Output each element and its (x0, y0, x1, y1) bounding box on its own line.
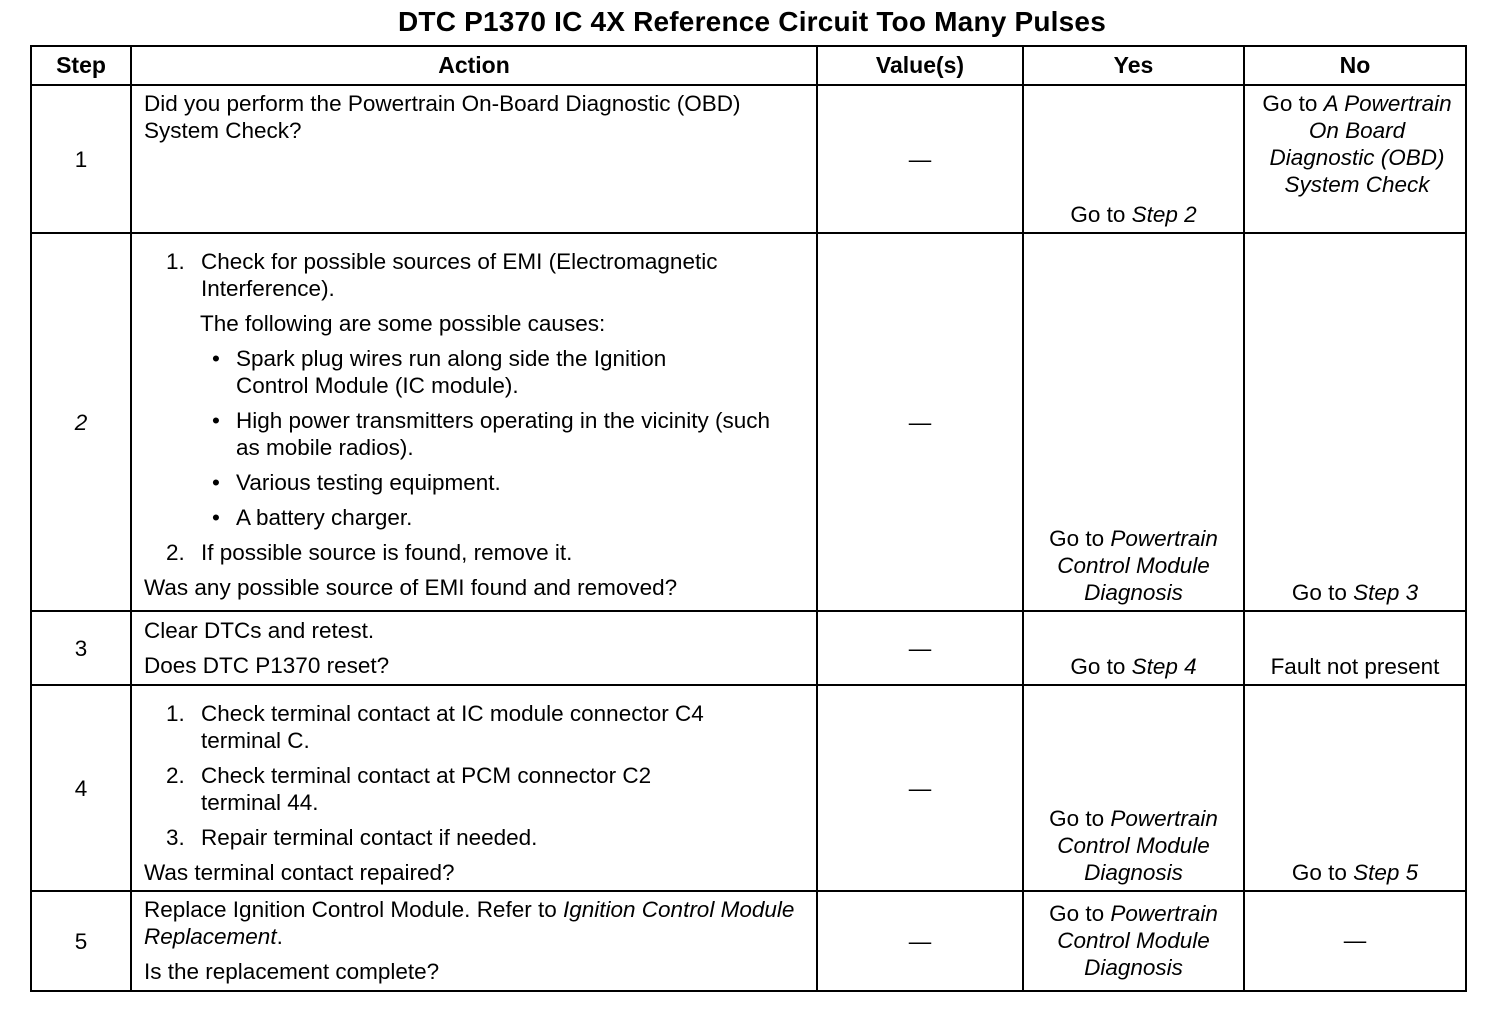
yes-prefix: Go to (1049, 526, 1111, 551)
diagnostic-table (30, 45, 1467, 992)
causes-intro: The following are some possible causes: (200, 311, 606, 336)
numbered-step (144, 762, 806, 816)
numbered-step (144, 824, 806, 851)
bullet-item (144, 504, 806, 531)
value-cell: — (817, 891, 1023, 991)
no-cell (1244, 685, 1466, 891)
numbered-step (144, 539, 806, 566)
step-text: Check terminal contact at IC module connector C4 terminal C. (201, 701, 704, 753)
yes-link[interactable]: Powertrain Control Module Diagnosis (1057, 526, 1218, 605)
header-yes: Yes (1023, 46, 1244, 85)
no-cell: Fault not present (1244, 611, 1466, 685)
yes-link[interactable]: Step 4 (1131, 654, 1197, 679)
step-number: 1 (31, 85, 131, 233)
step-number: 4 (31, 685, 131, 891)
yes-prefix: Go to (1049, 900, 1111, 926)
no-prefix: Go to (1291, 860, 1354, 885)
bullet-text: Spark plug wires run along side the Ignition Control Module (IC module). (236, 346, 667, 398)
yes-link[interactable]: Powertrain Control Module Diagnosis (1057, 900, 1218, 980)
step-text: Repair terminal contact if needed. (201, 825, 538, 850)
value-cell: — (817, 85, 1023, 233)
no-prefix: Go to (1291, 580, 1354, 605)
question-text: Was any possible source of EMI found and removed? (144, 575, 678, 600)
header-row (31, 46, 1466, 85)
table-row (31, 611, 1466, 685)
value-cell: — (817, 611, 1023, 685)
table-row (31, 233, 1466, 611)
table-row (31, 891, 1466, 991)
bullet-item (144, 469, 806, 496)
yes-cell (1023, 233, 1244, 611)
step-index: 1. (166, 249, 185, 274)
bullet-icon: • (212, 408, 220, 433)
yes-link[interactable]: Step 2 (1131, 202, 1197, 227)
action-suffix: . (276, 924, 283, 949)
action-cell (131, 611, 817, 685)
question-text: Is the replacement complete? (144, 959, 440, 984)
step-index: 2. (166, 540, 185, 565)
step-number: 3 (31, 611, 131, 685)
question-text: Was terminal contact repaired? (144, 860, 455, 885)
table-row (31, 85, 1466, 233)
bullet-icon: • (212, 346, 220, 371)
step-index: 3. (166, 825, 185, 850)
action-cell (131, 85, 817, 233)
step-number: 2 (31, 233, 131, 611)
action-prefix: Replace Ignition Control Module. Refer to (144, 897, 563, 922)
yes-prefix: Go to (1070, 654, 1132, 679)
action-text (144, 896, 804, 950)
no-cell: — (1244, 891, 1466, 991)
action-text: Clear DTCs and retest. (144, 618, 375, 643)
no-link[interactable]: Step 5 (1353, 860, 1419, 885)
action-cell (131, 233, 817, 611)
header-step: Step (31, 46, 131, 85)
no-link[interactable]: A Powertrain On Board Diagnostic (OBD) System Check (1269, 91, 1452, 197)
yes-cell (1023, 611, 1244, 685)
step-index: 2. (166, 763, 185, 788)
step-number: 5 (31, 891, 131, 991)
yes-prefix: Go to (1070, 202, 1132, 227)
action-link[interactable]: Ignition Control Module Replacement (144, 897, 795, 949)
yes-cell (1023, 685, 1244, 891)
step-text: Check for possible sources of EMI (Electromagnetic Interference). (201, 249, 718, 301)
yes-link[interactable]: Powertrain Control Module Diagnosis (1057, 806, 1218, 885)
bullet-item (144, 345, 806, 399)
numbered-step (144, 700, 806, 754)
no-cell (1244, 85, 1466, 233)
step-text: If possible source is found, remove it. (201, 540, 573, 565)
header-values: Value(s) (817, 46, 1023, 85)
bullet-text: High power transmitters operating in the vicinity (such as mobile radios). (236, 408, 770, 460)
action-cell (131, 891, 817, 991)
bullet-item (144, 407, 806, 461)
no-prefix: Go to (1262, 91, 1324, 116)
action-text: Did you perform the Powertrain On-Board Diagnostic (OBD) System Check? (144, 91, 741, 143)
no-cell (1244, 233, 1466, 611)
page-title: DTC P1370 IC 4X Reference Circuit Too Many Pulses (398, 6, 1106, 37)
table-row (31, 685, 1466, 891)
yes-prefix: Go to (1049, 806, 1111, 831)
yes-cell (1023, 891, 1244, 991)
header-no: No (1244, 46, 1466, 85)
header-action: Action (131, 46, 817, 85)
bullet-icon: • (212, 470, 220, 495)
bullet-text: Various testing equipment. (236, 470, 501, 495)
value-cell: — (817, 685, 1023, 891)
bullet-icon: • (212, 505, 220, 530)
yes-cell (1023, 85, 1244, 233)
value-cell: — (817, 233, 1023, 611)
bullet-text: A battery charger. (236, 505, 413, 530)
no-link[interactable]: Step 3 (1353, 580, 1419, 605)
step-text: Check terminal contact at PCM connector C2 terminal 44. (201, 763, 652, 815)
step-index: 1. (166, 701, 185, 726)
numbered-step (144, 248, 806, 302)
question-text: Does DTC P1370 reset? (144, 653, 390, 678)
action-cell (131, 685, 817, 891)
